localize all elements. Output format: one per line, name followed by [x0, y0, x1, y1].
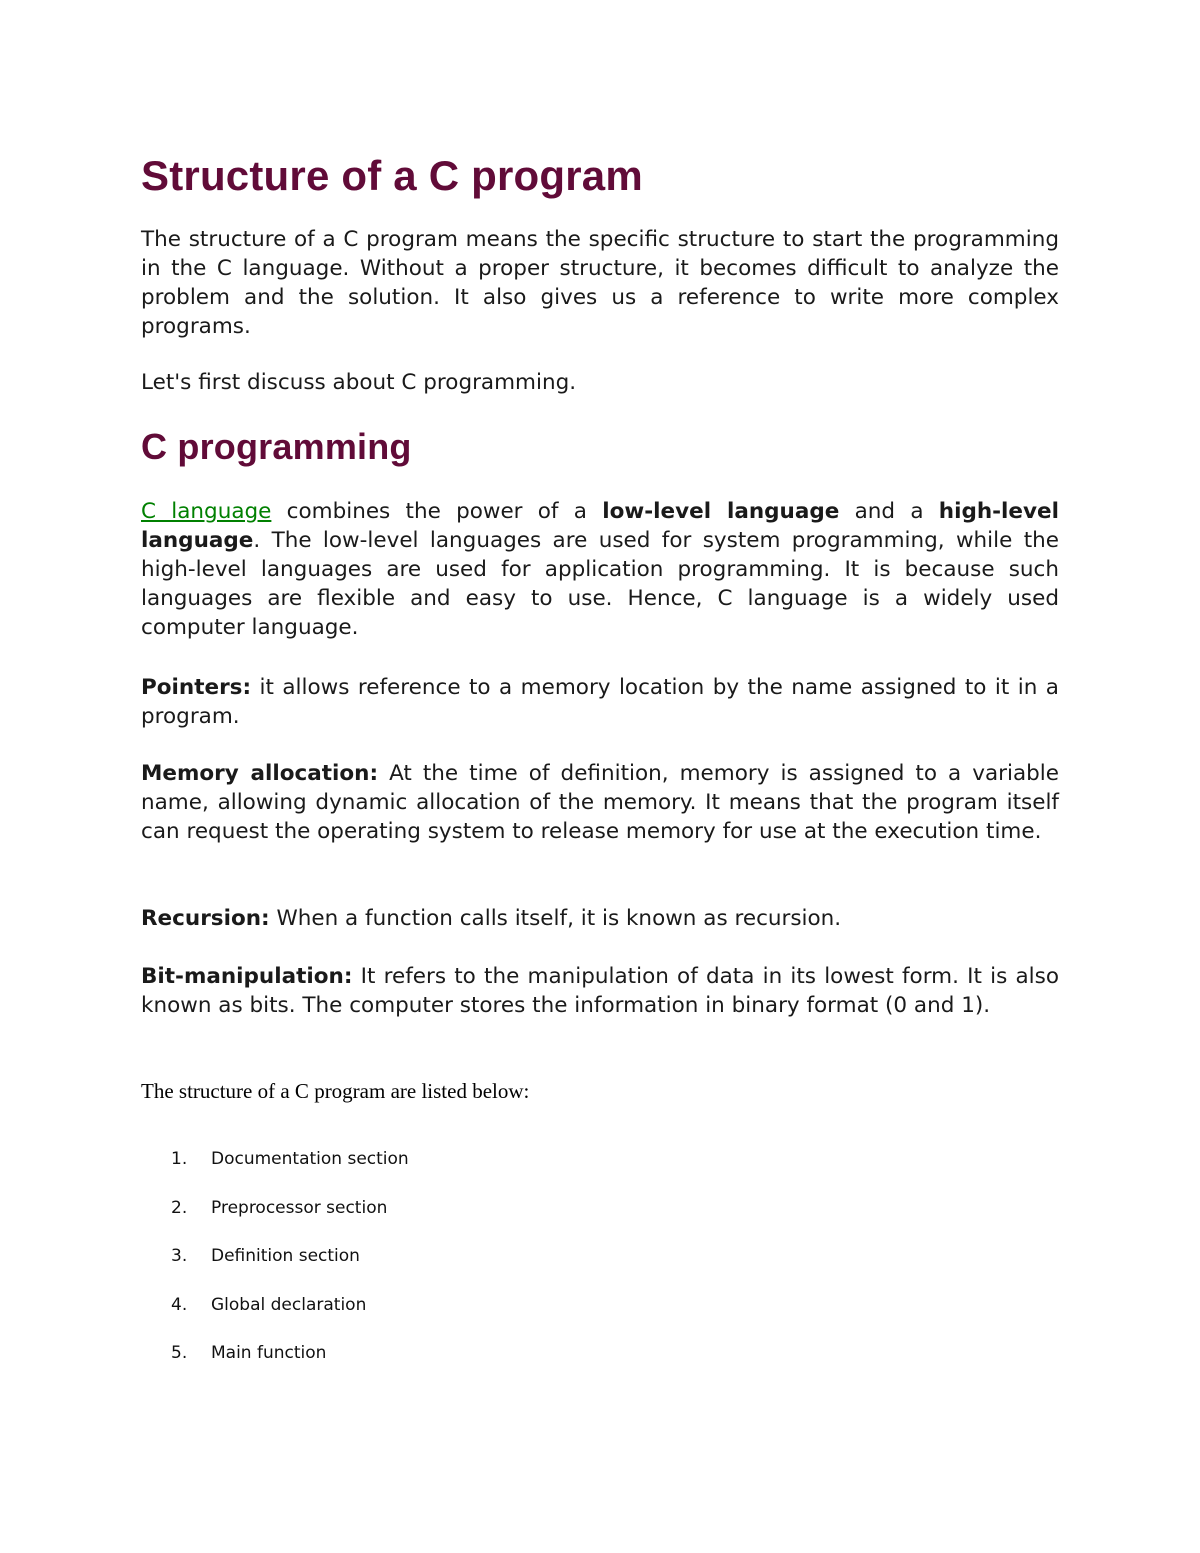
lets-discuss-paragraph: Let's first discuss about C programming.	[141, 370, 577, 395]
list-number: 1.	[171, 1149, 188, 1169]
list-item	[171, 1195, 409, 1244]
feature-term: Memory allocation:	[141, 761, 379, 786]
list-item	[171, 1146, 409, 1195]
feature-text: When a function calls itself, it is known as recursion.	[269, 906, 842, 931]
list-number: 4.	[171, 1294, 188, 1315]
intro-paragraph: The structure of a C program means the specific structure to start the programming in the C language. Without a proper structure, it becomes difficult to analyze the problem and the solution. It also gives us a reference to write more complex programs.	[141, 227, 1059, 339]
feature-term: Bit-manipulation:	[141, 964, 353, 989]
feature-term: Recursion:	[141, 906, 270, 931]
list-label: Global declaration	[211, 1294, 367, 1315]
list-number: 5.	[171, 1343, 188, 1363]
low-level-language-bold: low-level language	[602, 499, 840, 524]
list-item	[171, 1340, 409, 1389]
feature-pointers	[141, 673, 1059, 731]
list-intro: The structure of a C program are listed below:	[141, 1079, 530, 1103]
c-language-paragraph	[141, 497, 1059, 642]
list-label: Definition section	[211, 1246, 360, 1266]
feature-term: Pointers:	[141, 675, 252, 700]
c-language-link[interactable]: C language	[141, 499, 272, 524]
list-label: Preprocessor section	[211, 1197, 388, 1218]
c-language-text: combines the power of a	[271, 499, 603, 524]
feature-text: it allows reference to a memory location by the name assigned to it in a program.	[141, 675, 1059, 729]
feature-bit-manipulation	[141, 962, 1059, 1020]
list-item	[171, 1243, 409, 1292]
list-number: 2.	[171, 1197, 188, 1218]
list-item	[171, 1292, 409, 1341]
page-title: Structure of a C program	[141, 152, 643, 199]
section-heading: C programming	[141, 426, 412, 467]
list-number: 3.	[171, 1246, 188, 1266]
feature-text: It refers to the manipulation of data in its lowest form. It is also known as bits. The computer stores the information in binary format (0 and 1).	[141, 964, 1059, 1018]
list-label: Documentation section	[211, 1149, 409, 1169]
feature-recursion	[141, 904, 1059, 933]
structure-list	[171, 1146, 409, 1389]
feature-memory-allocation	[141, 759, 1059, 846]
feature-text: At the time of definition, memory is assigned to a variable name, allowing dynamic allocation of the memory. It means that the program itself can request the operating system to release memory for use at the execution time.	[141, 761, 1059, 844]
c-language-text: and a	[839, 499, 939, 524]
c-language-text: . The low-level languages are used for system programming, while the high-level languages are used for application programming. It is because such languages are flexible and easy to use. Hence, C language is a widely used computer language.	[141, 528, 1059, 640]
list-label: Main function	[211, 1343, 327, 1363]
high-level-language-bold: high-level language	[141, 499, 1059, 553]
